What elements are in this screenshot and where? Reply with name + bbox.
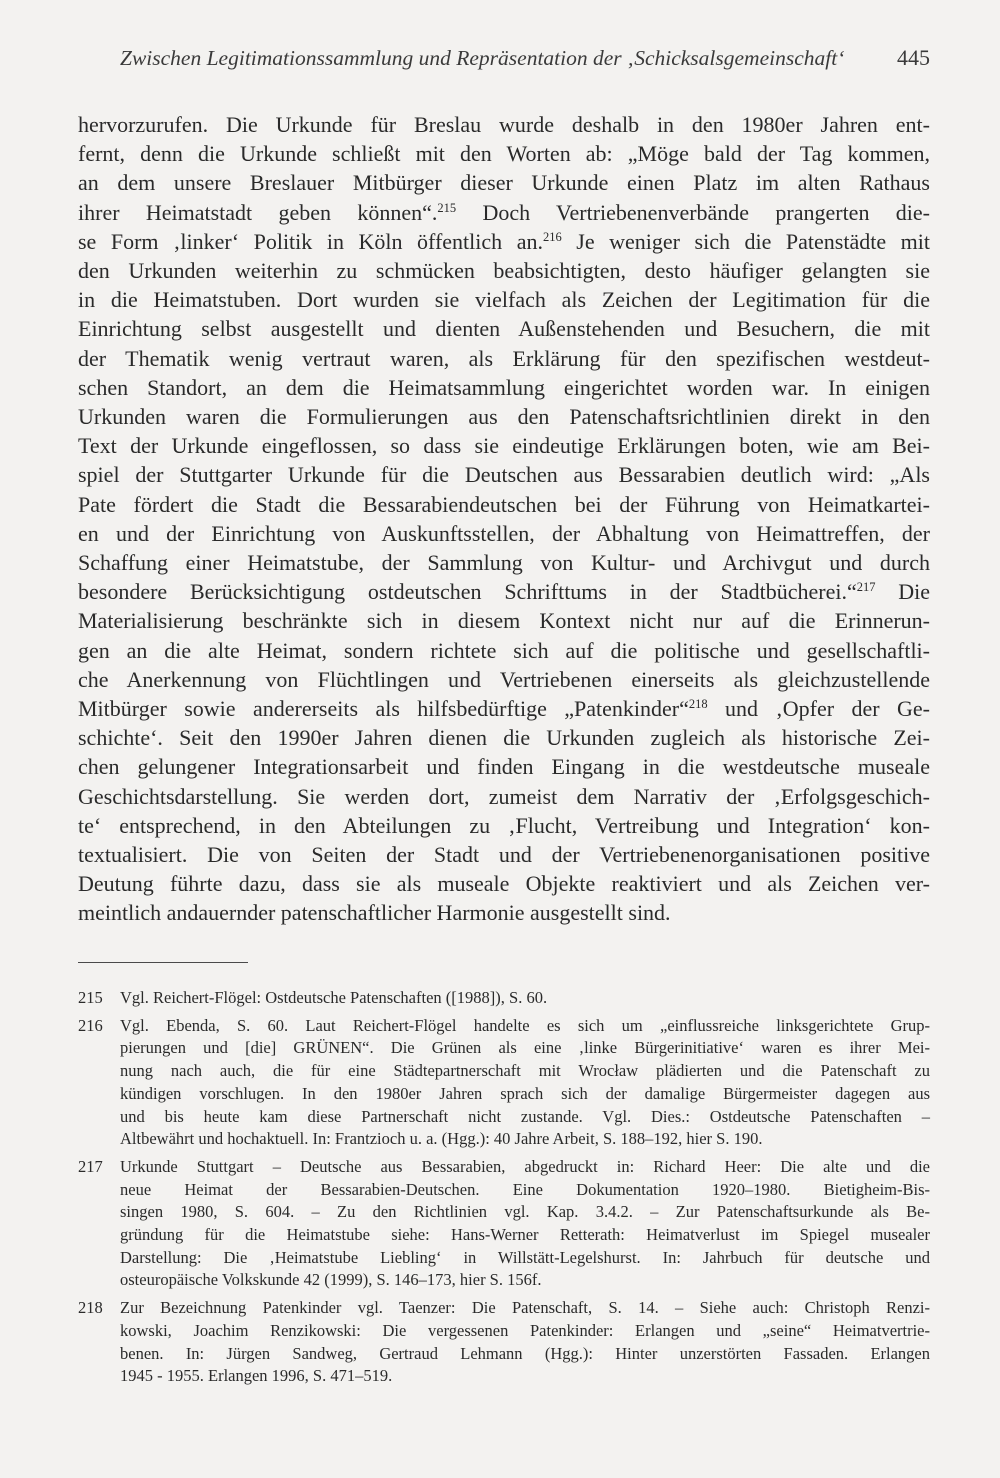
body-text-segment: spiel der Stuttgarter Urkunde für die Deutschen aus Bessarabien deutlich wird: „Als [78,462,930,488]
body-line [78,694,930,723]
body-line [78,344,930,373]
body-line [78,840,930,869]
body-text-segment: und ‚Opfer der Ge- [707,696,930,722]
body-text-segment: Je weniger sich die Patenstädte mit [561,228,931,254]
footnote-number: 217 [78,1156,103,1176]
body-line [78,198,930,227]
body-line [78,431,930,460]
footnote-line: benen. In: Jürgen Sandweg, Gertraud Lehmann (Hgg.): Hinter unzerstörten Fassaden. Erlangen [120,1343,930,1363]
footnotes [78,987,930,1393]
body-text-segment: Deutung führte dazu, dass sie als museale Objekte reaktiviert und als Zeichen ver- [78,871,930,897]
footnote-separator [78,962,248,963]
body-line [78,811,930,840]
footnote-text [120,1156,930,1292]
body-line [78,577,930,606]
body-line [78,373,930,402]
footnote-text [120,987,930,1010]
body-text-segment: in die Heimatstuben. Dort wurden sie vielfach als Zeichen der Legitimation für die [78,287,930,313]
footnote-number: 218 [78,1298,103,1318]
footnote [78,1297,930,1388]
body-text-segment: ihrer Heimatstadt geben können“. [78,199,438,225]
body-line [78,723,930,752]
body-text-segment: der Thematik wenig vertraut waren, als Erklärung für den spezifischen westdeut- [78,345,930,371]
body-text-segment: Mitbürger sowie andererseits als hilfsbedürftige „Patenkinder“ [78,696,689,722]
footnote-line: gründung für die Heimatstube siehe: Hans-Werner Retterath: Heimatverlust im Spiegel musealer [120,1225,930,1245]
body-text-segment: Materialisierung beschränkte sich in diesem Kontext nicht nur auf die Erinnerun- [78,608,930,634]
body-line [78,782,930,811]
footnote [78,1156,930,1292]
body-line [78,606,930,635]
body-text-segment: che Anerkennung von Flüchtlingen und Vertriebenen einerseits als gleichzustellende [78,666,930,692]
footnote-line: Darstellung: Die ‚Heimatstube Liebling‘ in Willstätt-Legelshurst. In: Jahrbuch für deutsche und [120,1247,930,1267]
body-text-segment: Geschichtsdarstellung. Sie werden dort, zumeist dem Narrativ der ‚Erfolgsgeschich- [78,783,930,809]
body-line [78,227,930,256]
body-paragraph [78,110,930,928]
body-line [78,636,930,665]
body-text-segment: hervorzurufen. Die Urkunde für Breslau wurde deshalb in den 1980er Jahren ent- [78,112,930,137]
body-text-segment: textualisiert. Die von Seiten der Stadt und der Vertriebenenorganisationen positive [78,842,930,868]
footnote-line: Altbewährt und hochaktuell. In: Frantzioch u. a. (Hgg.): 40 Jahre Arbeit, S. 188–192, hier S. 190. [120,1129,763,1149]
footnote-reference: 215 [437,200,457,215]
body-line [78,490,930,519]
body-text-segment: se Form ‚linker‘ Politik in Köln öffentlich an. [78,228,543,254]
body-text-segment: fernt, denn die Urkunde schließt mit den Worten ab: „Möge bald der Tag kommen, [78,141,930,167]
page-number: 445 [897,45,930,70]
body-line [78,168,930,197]
body-text-segment: Text der Urkunde eingeflossen, so dass sie eindeutige Erklärungen boten, wie am Bei- [78,433,930,459]
footnote-line: neue Heimat der Bessarabien-Deutschen. Eine Dokumentation 1920–1980. Bietigheim-Bis- [120,1179,930,1199]
body-text-segment: schen Standort, an dem die Heimatsammlung eingerichtet worden war. In einigen [78,374,930,400]
footnote [78,1015,930,1151]
running-header [120,43,930,73]
body-text-segment: chen gelungener Integrationsarbeit und finden Eingang in die westdeutsche museale [78,754,930,780]
footnote-line: Vgl. Reichert-Flögel: Ostdeutsche Patenschaften ([1988]), S. 60. [120,988,548,1007]
footnote-line: und bis heute kam diese Partnerschaft nicht zustande. Vgl. Dies.: Ostdeutsche Patenschaften – [120,1106,930,1126]
body-text-segment: gen an die alte Heimat, sondern richtete sich auf die politische und gesellschaftli- [78,637,930,663]
running-title: Zwischen Legitimationssammlung und Repräsentation der ‚Schicksalsgemeinschaft‘ [120,45,845,70]
footnote-line: osteuropäische Volkskunde 42 (1999), S. 146–173, hier S. 156f. [120,1270,542,1290]
body-line [78,139,930,168]
footnote-text [120,1297,930,1388]
body-text-segment: schichte‘. Seit den 1990er Jahren dienen die Urkunden zugleich als historische Zei- [78,725,930,751]
footnote-line: kündigen vorschlugen. In den 1980er Jahren sprach sich der damalige Bürgermeister dagegen aus [120,1083,930,1103]
body-line [78,256,930,285]
body-text-segment: Schaffung einer Heimatstube, der Sammlung von Kultur- und Archivgut und durch [78,550,930,576]
body-line [78,110,930,139]
body-text-segment: an dem unsere Breslauer Mitbürger dieser Urkunde einen Platz im alten Rathaus [78,170,930,196]
footnote-line: Urkunde Stuttgart – Deutsche aus Bessarabien, abgedruckt in: Richard Heer: Die alte und die [120,1156,930,1176]
footnote [78,987,930,1010]
body-text-segment: meintlich andauernder patenschaftlicher Harmonie ausgestellt sind. [78,900,671,926]
footnote-line: Zur Bezeichnung Patenkinder vgl. Taenzer: Die Patenschaft, S. 14. – Siehe auch: Christoph Renzi- [120,1298,930,1318]
body-line [78,285,930,314]
body-line [78,402,930,431]
footnote-line: nung nach auch, die für eine Städtepartnerschaft mit Wrocław plädierten und die Patenschaft zu [120,1061,930,1081]
footnote-line: Vgl. Ebenda, S. 60. Laut Reichert-Flögel handelte es sich um „einflussreiche linksgerichtete Grup- [120,1015,930,1035]
footnote-text [120,1015,930,1151]
body-line [78,460,930,489]
body-text-segment: besondere Berücksichtigung ostdeutschen Schrifttums in der Stadtbücherei.“ [78,579,857,605]
body-text-segment: te‘ entsprechend, in den Abteilungen zu ‚Flucht, Vertreibung und Integration‘ kon- [78,812,930,838]
body-text-segment: Einrichtung selbst ausgestellt und dienten Außenstehenden und Besuchern, die mit [78,316,930,342]
body-line [78,898,930,927]
body-line [78,314,930,343]
footnote-line: pierungen und [die] GRÜNEN“. Die Grünen als eine ‚linke Bürgerinitiative‘ waren es ihrer Mei- [120,1038,930,1058]
body-line [78,869,930,898]
body-line [78,519,930,548]
footnote-reference: 218 [688,697,708,712]
body-text-segment: Urkunden waren die Formulierungen aus den Patenschaftsrichtlinien direkt in den [78,404,930,430]
footnote-reference: 216 [542,229,562,244]
body-text-segment: Pate fördert die Stadt die Bessarabiendeutschen bei der Führung von Heimatkartei- [78,491,930,517]
footnote-line: 1945 - 1955. Erlangen 1996, S. 471–519. [120,1366,393,1386]
footnote-line: singen 1980, S. 604. – Zu den Richtlinien vgl. Kap. 3.4.2. – Zur Patenschaftsurkunde als Be- [120,1202,930,1222]
body-text-segment: Die [875,579,931,605]
body-line [78,665,930,694]
body-line [78,752,930,781]
body-text-segment: den Urkunden weiterhin zu schmücken beabsichtigten, desto häufiger gelangten sie [78,258,930,284]
footnote-line: kowski, Joachim Renzikowski: Die vergessenen Patenkinder: Erlangen und „seine“ Heimatvertrie- [120,1320,930,1340]
body-text-segment: Doch Vertriebenenverbände prangerten die- [456,199,930,225]
body-line [78,548,930,577]
footnote-number: 215 [78,988,103,1007]
footnote-reference: 217 [856,580,876,595]
body-text-segment: en und der Einrichtung von Auskunftsstellen, der Abhaltung von Heimattreffen, der [78,520,930,546]
footnote-number: 216 [78,1015,103,1035]
